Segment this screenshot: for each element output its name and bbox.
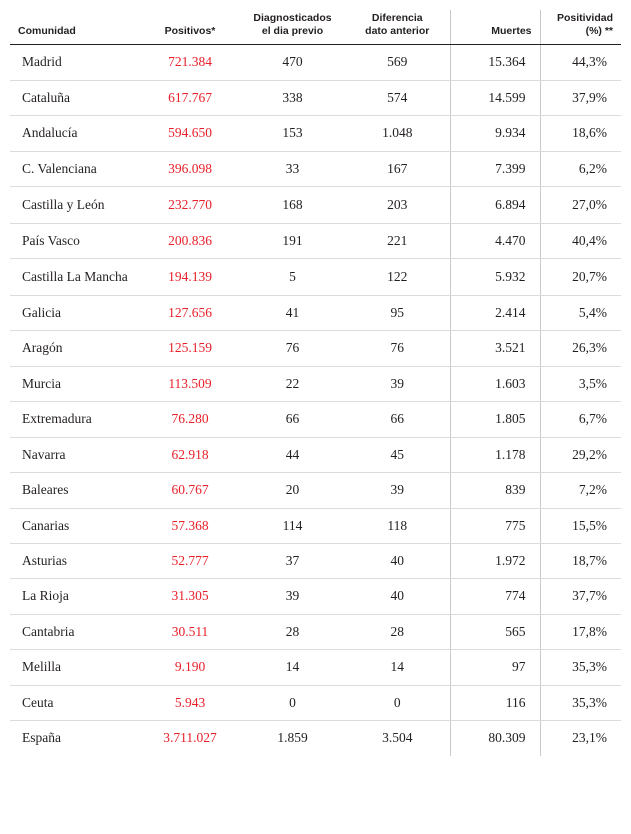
cell-diagnosed: 470 (240, 45, 345, 80)
cell-diagnosed: 37 (240, 543, 345, 578)
cell-difference: 28 (345, 614, 450, 649)
table-row (10, 579, 621, 614)
cell-diagnosed: 33 (240, 151, 345, 186)
table-row (10, 366, 621, 401)
cell-positives: 9.190 (140, 650, 240, 685)
table-row (10, 437, 621, 472)
cell-region: Galicia (10, 295, 140, 330)
column-header-diagnosed-line1: Diagnosticados (253, 12, 332, 24)
cell-region: Madrid (10, 45, 140, 80)
cell-positivity: 37,7% (540, 579, 621, 614)
cell-positives: 3.711.027 (140, 721, 240, 756)
table-header-row (10, 10, 621, 45)
cell-positivity: 27,0% (540, 187, 621, 224)
cell-positivity: 37,9% (540, 80, 621, 115)
cell-diagnosed: 1.859 (240, 721, 345, 756)
table-row (10, 295, 621, 330)
column-header-positivity (540, 10, 621, 45)
table-row (10, 151, 621, 186)
cell-positives: 57.368 (140, 508, 240, 543)
cell-difference: 122 (345, 259, 450, 296)
cell-positives: 200.836 (140, 223, 240, 258)
covid-regional-table (10, 10, 621, 756)
table-header (10, 10, 621, 45)
cell-deaths: 1.178 (450, 437, 540, 472)
cell-positives: 125.159 (140, 331, 240, 366)
cell-diagnosed: 20 (240, 473, 345, 508)
cell-diagnosed: 5 (240, 259, 345, 296)
cell-positives: 617.767 (140, 80, 240, 115)
cell-positivity: 29,2% (540, 437, 621, 472)
cell-positives: 113.509 (140, 366, 240, 401)
cell-region: Cataluña (10, 80, 140, 115)
cell-region: Navarra (10, 437, 140, 472)
cell-difference: 66 (345, 402, 450, 437)
cell-diagnosed: 338 (240, 80, 345, 115)
cell-difference: 1.048 (345, 116, 450, 151)
cell-positivity: 26,3% (540, 331, 621, 366)
cell-region: La Rioja (10, 579, 140, 614)
cell-region: Baleares (10, 473, 140, 508)
cell-deaths: 774 (450, 579, 540, 614)
cell-region: Castilla La Mancha (10, 259, 140, 296)
cell-region: Aragón (10, 331, 140, 366)
cell-deaths: 3.521 (450, 331, 540, 366)
cell-diagnosed: 76 (240, 331, 345, 366)
cell-difference: 39 (345, 366, 450, 401)
cell-positivity: 35,3% (540, 685, 621, 720)
column-header-deaths: Muertes (450, 10, 540, 45)
cell-deaths: 97 (450, 650, 540, 685)
cell-positives: 5.943 (140, 685, 240, 720)
cell-difference: 118 (345, 508, 450, 543)
cell-difference: 0 (345, 685, 450, 720)
table-row (10, 614, 621, 649)
cell-positivity: 17,8% (540, 614, 621, 649)
cell-positivity: 35,3% (540, 650, 621, 685)
cell-positivity: 3,5% (540, 366, 621, 401)
cell-positives: 194.139 (140, 259, 240, 296)
cell-diagnosed: 39 (240, 579, 345, 614)
cell-deaths: 5.932 (450, 259, 540, 296)
table-row (10, 116, 621, 151)
table-row (10, 473, 621, 508)
cell-difference: 167 (345, 151, 450, 186)
cell-region: Cantabria (10, 614, 140, 649)
cell-diagnosed: 153 (240, 116, 345, 151)
cell-region: España (10, 721, 140, 756)
cell-region: Castilla y León (10, 187, 140, 224)
cell-deaths: 15.364 (450, 45, 540, 80)
table-row (10, 543, 621, 578)
column-header-diagnosed-line2: el dia previo (261, 25, 324, 38)
table-row (10, 45, 621, 80)
cell-deaths: 14.599 (450, 80, 540, 115)
table-row (10, 331, 621, 366)
cell-diagnosed: 0 (240, 685, 345, 720)
cell-positives: 31.305 (140, 579, 240, 614)
cell-positivity: 40,4% (540, 223, 621, 258)
cell-difference: 76 (345, 331, 450, 366)
cell-region: Extremadura (10, 402, 140, 437)
table-row (10, 259, 621, 296)
cell-deaths: 1.972 (450, 543, 540, 578)
cell-difference: 203 (345, 187, 450, 224)
cell-region: Canarias (10, 508, 140, 543)
cell-positives: 60.767 (140, 473, 240, 508)
cell-positivity: 7,2% (540, 473, 621, 508)
cell-deaths: 80.309 (450, 721, 540, 756)
column-header-diagnosed-prev-day (240, 10, 345, 45)
cell-deaths: 7.399 (450, 151, 540, 186)
cell-region: Melilla (10, 650, 140, 685)
cell-diagnosed: 168 (240, 187, 345, 224)
cell-positivity: 6,2% (540, 151, 621, 186)
cell-region: C. Valenciana (10, 151, 140, 186)
cell-deaths: 565 (450, 614, 540, 649)
cell-diagnosed: 191 (240, 223, 345, 258)
table-body (10, 45, 621, 756)
cell-deaths: 1.805 (450, 402, 540, 437)
column-header-difference-line2: dato anterior (365, 25, 430, 38)
cell-positivity: 15,5% (540, 508, 621, 543)
cell-diagnosed: 66 (240, 402, 345, 437)
cell-difference: 569 (345, 45, 450, 80)
cell-positives: 396.098 (140, 151, 240, 186)
cell-positivity: 20,7% (540, 259, 621, 296)
cell-region: Ceuta (10, 685, 140, 720)
cell-positivity: 18,7% (540, 543, 621, 578)
cell-diagnosed: 114 (240, 508, 345, 543)
cell-diagnosed: 28 (240, 614, 345, 649)
cell-diagnosed: 44 (240, 437, 345, 472)
cell-difference: 45 (345, 437, 450, 472)
cell-positives: 30.511 (140, 614, 240, 649)
cell-difference: 40 (345, 543, 450, 578)
cell-deaths: 839 (450, 473, 540, 508)
cell-difference: 14 (345, 650, 450, 685)
cell-positivity: 18,6% (540, 116, 621, 151)
cell-positivity: 44,3% (540, 45, 621, 80)
cell-diagnosed: 22 (240, 366, 345, 401)
cell-difference: 574 (345, 80, 450, 115)
column-header-difference-line1: Diferencia (371, 12, 423, 24)
cell-region: Murcia (10, 366, 140, 401)
column-header-positives: Positivos* (140, 10, 240, 45)
cell-difference: 39 (345, 473, 450, 508)
cell-positives: 721.384 (140, 45, 240, 80)
table-row (10, 650, 621, 685)
cell-region: País Vasco (10, 223, 140, 258)
cell-region: Andalucía (10, 116, 140, 151)
table-row (10, 402, 621, 437)
cell-deaths: 9.934 (450, 116, 540, 151)
cell-positivity: 6,7% (540, 402, 621, 437)
table-row (10, 187, 621, 224)
cell-deaths: 775 (450, 508, 540, 543)
cell-positives: 52.777 (140, 543, 240, 578)
table-row (10, 223, 621, 258)
cell-deaths: 4.470 (450, 223, 540, 258)
column-header-positivity-line2: (%) ** (585, 25, 613, 38)
cell-region: Asturias (10, 543, 140, 578)
cell-difference: 40 (345, 579, 450, 614)
cell-positives: 232.770 (140, 187, 240, 224)
cell-deaths: 116 (450, 685, 540, 720)
table-row-total (10, 721, 621, 756)
cell-difference: 3.504 (345, 721, 450, 756)
cell-positives: 76.280 (140, 402, 240, 437)
table-row (10, 508, 621, 543)
cell-deaths: 6.894 (450, 187, 540, 224)
cell-difference: 95 (345, 295, 450, 330)
cell-deaths: 2.414 (450, 295, 540, 330)
cell-positives: 127.656 (140, 295, 240, 330)
cell-positivity: 5,4% (540, 295, 621, 330)
cell-positives: 594.650 (140, 116, 240, 151)
column-header-region: Comunidad (10, 10, 140, 45)
column-header-difference (345, 10, 450, 45)
table-row (10, 80, 621, 115)
cell-diagnosed: 41 (240, 295, 345, 330)
cell-diagnosed: 14 (240, 650, 345, 685)
cell-difference: 221 (345, 223, 450, 258)
cell-positives: 62.918 (140, 437, 240, 472)
table-row (10, 685, 621, 720)
cell-deaths: 1.603 (450, 366, 540, 401)
cell-positivity: 23,1% (540, 721, 621, 756)
column-header-positivity-line1: Positividad (556, 12, 613, 24)
